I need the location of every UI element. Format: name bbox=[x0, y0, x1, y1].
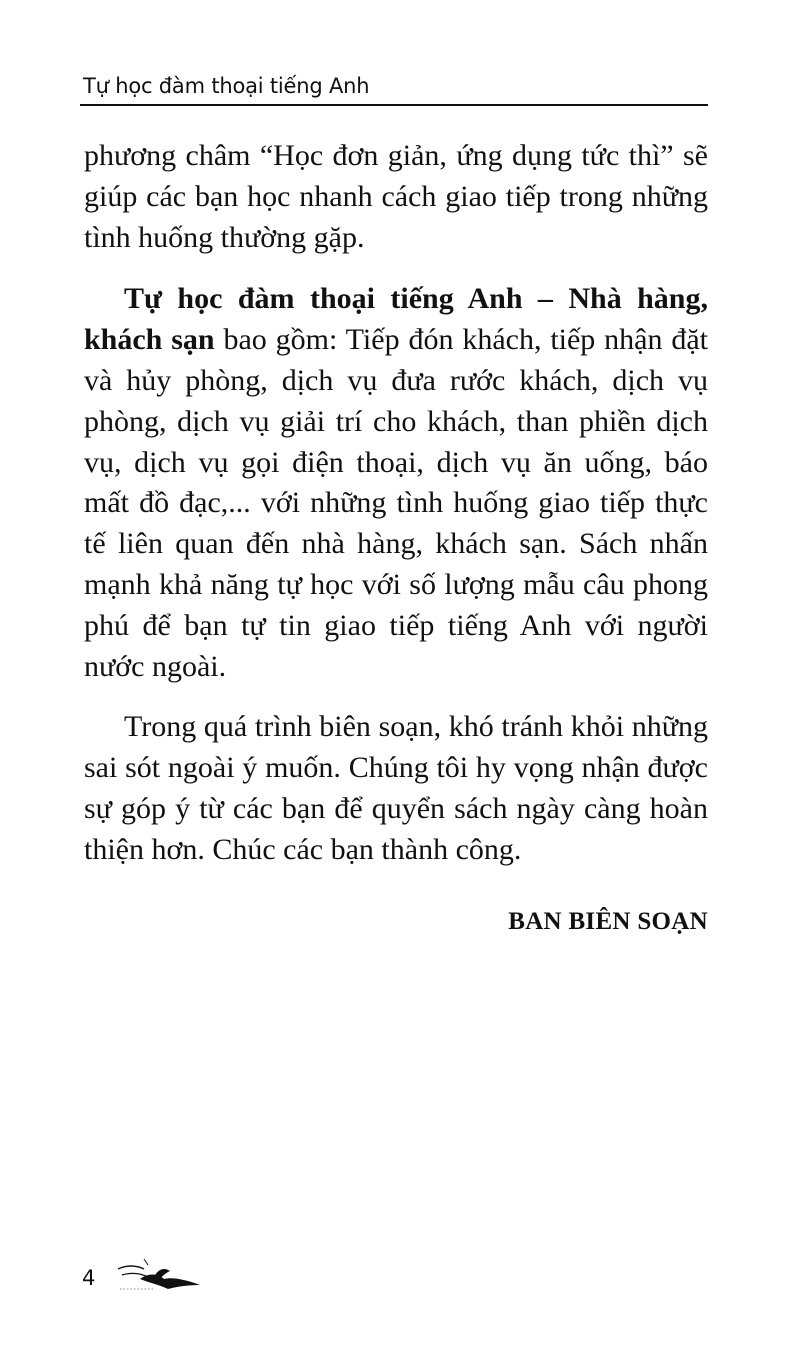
swallow-ornament-icon bbox=[114, 1255, 204, 1297]
paragraph-2-text: bao gồm: Tiếp đón khách, tiếp nhận đặt và hủy phòng, dịch vụ đưa rước khách, dịch vụ phòng, dịch vụ giải trí cho khách, than phiền dịch vụ, dịch vụ gọi điện thoại, dịch vụ ăn uống, báo mất đồ đạc,... với những tình huống giao tiếp thực tế liên quan đến nhà hàng, khách sạn. Sách nhấn mạnh khả năng tự học với số lượng mẫu câu phong phú để bạn tự tin giao tiếp tiếng Anh với người nước ngoài. bbox=[84, 323, 709, 683]
paragraph-3: Trong quá trình biên soạn, khó tránh khỏi những sai sót ngoài ý muốn. Chúng tôi hy vọng nhận được sự góp ý từ các bạn để quyển sách ngày càng hoàn thiện hơn. Chúc các bạn thành công. bbox=[84, 710, 708, 866]
paragraph-1: phương châm “Học đơn giản, ứng dụng tức thì” sẽ giúp các bạn học nhanh cách giao tiếp trong những tình huống thường gặp. bbox=[84, 139, 708, 254]
header-rule bbox=[80, 104, 708, 106]
book-title-bold: Tự học đàm thoại tiếng Anh – Nhà hàng, khách sạn bbox=[84, 282, 708, 357]
signature: BAN BIÊN SOẠN bbox=[508, 908, 708, 935]
running-header: Tự học đàm thoại tiếng Anh bbox=[83, 74, 370, 98]
page-number: 4 bbox=[82, 1266, 96, 1290]
body-text bbox=[84, 136, 708, 871]
paragraph-2 bbox=[84, 279, 708, 687]
